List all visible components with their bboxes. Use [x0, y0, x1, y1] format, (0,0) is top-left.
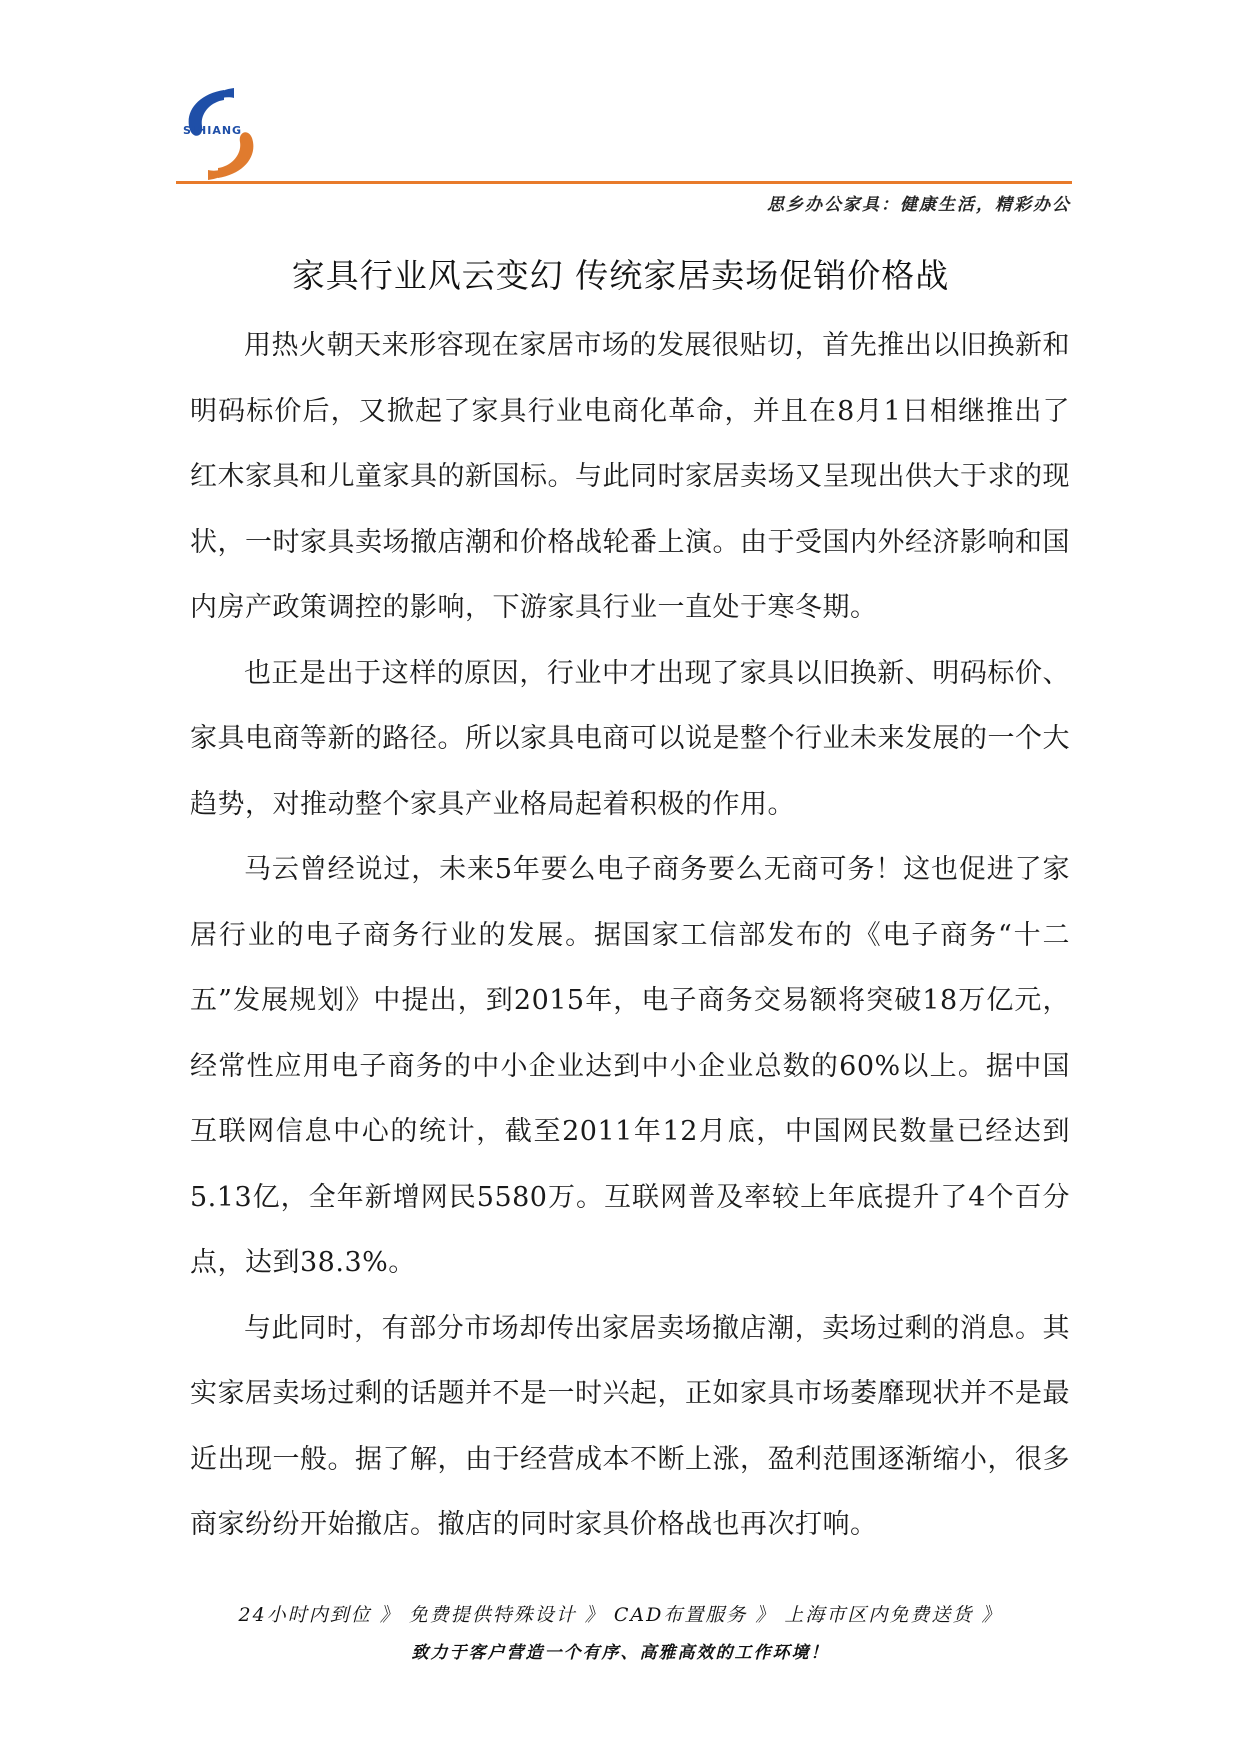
paragraph-4: 与此同时，有部分市场却传出家居卖场撤店潮，卖场过剩的消息。其实家居卖场过剩的话题并不是一时兴起，正如家具市场萎靡现状并不是最近出现一般。据了解，由于经营成本不断上涨，盈利范围逐渐缩小，很多商家纷纷开始撤店。撤店的同时家具价格战也再次打响。 — [190, 1312, 1070, 1540]
logo-wordmark: SIHIANG — [183, 124, 243, 137]
footer-slogan: 致力于客户营造一个有序、高雅高效的工作环境！ — [411, 1643, 830, 1663]
paragraph-1: 用热火朝天来形容现在家居市场的发展很贴切，首先推出以旧换新和明码标价后，又掀起了家具行业电商化革命，并且在8月1日相继推出了红木家具和儿童家具的新国标。与此同时家居卖场又呈现出供大于求的现状，一时家具卖场撤店潮和价格战轮番上演。由于受国内外经济影响和国内房产政策调控的影响，下游家具行业一直处于寒冬期。 — [190, 330, 1070, 623]
paragraph-2: 也正是出于这样的原因，行业中才出现了家具以旧换新、明码标价、家具电商等新的路径。所以家具电商可以说是整个行业未来发展的一个大趋势，对推动整个家具产业格局起着积极的作用。 — [190, 657, 1070, 820]
header-tagline: 思乡办公家具：健康生活，精彩办公 — [767, 195, 1071, 215]
header-rule — [176, 181, 1072, 184]
article-body — [190, 313, 1070, 1558]
paragraph-3: 马云曾经说过，未来5年要么电子商务要么无商可务！这也促进了家居行业的电子商务行业的发展。据国家工信部发布的《电子商务“十二五”发展规划》中提出，到2015年，电子商务交易额将突破18万亿元，经常性应用电子商务的中小企业达到中小企业总数的60%以上。据中国互联网信息中心的统计，截至2011年12月底，中国网民数量已经达到5.13亿，全年新增网民5580万。互联网普及率较上年底提升了4个百分点，达到38.3%。 — [190, 854, 1070, 1278]
footer-services: 24小时内到位 》 免费提供特殊设计 》 CAD布置服务 》 上海市区内免费送货 》 — [238, 1604, 1003, 1626]
article-title: 家具行业风云变幻 传统家居卖场促销价格战 — [291, 256, 950, 295]
